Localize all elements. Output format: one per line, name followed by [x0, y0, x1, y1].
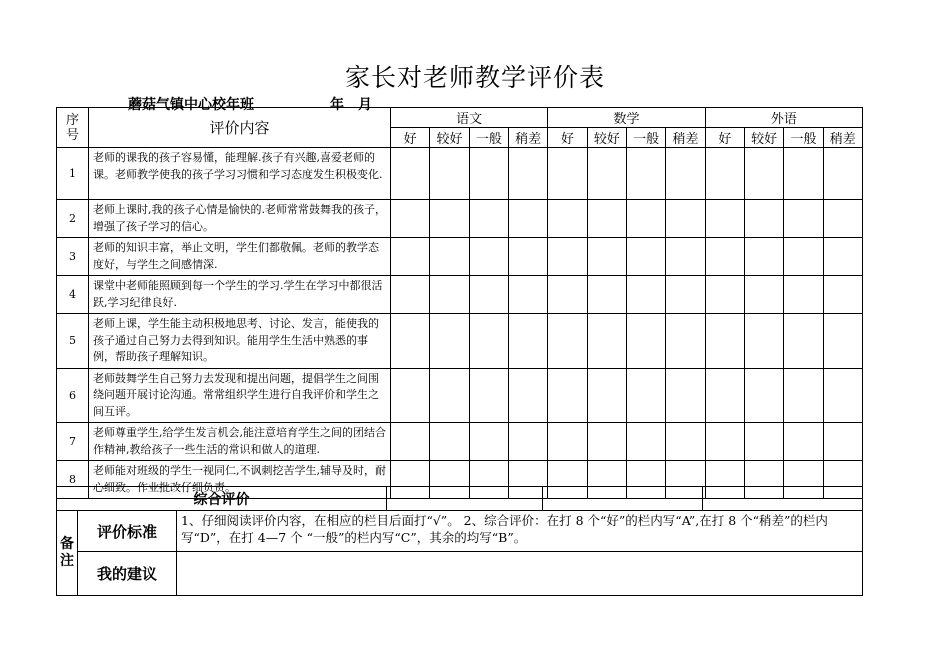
rating-cell-chinese[interactable]: [430, 238, 469, 276]
grade-header-english-0: 好: [705, 128, 744, 148]
row-number: 1: [57, 148, 89, 200]
rating-cell-chinese[interactable]: [469, 148, 508, 200]
rating-cell-english[interactable]: [744, 423, 783, 461]
rating-cell-math[interactable]: [587, 276, 626, 314]
standard-label: 评价标准: [78, 511, 177, 552]
rating-cell-english[interactable]: [823, 368, 862, 423]
criterion-text: 老师鼓舞学生自己努力去发现和提出问题，提倡学生之间围绕问题开展讨论沟通。常常组织学生进行自我评价和学生之间互评。: [89, 368, 391, 423]
row-number: 5: [57, 314, 89, 369]
rating-cell-chinese[interactable]: [391, 200, 430, 238]
grade-header-chinese-2: 一般: [469, 128, 508, 148]
rating-cell-math[interactable]: [666, 423, 705, 461]
rating-cell-english[interactable]: [744, 368, 783, 423]
rating-cell-chinese[interactable]: [430, 276, 469, 314]
rating-cell-math[interactable]: [626, 314, 665, 369]
rating-cell-chinese[interactable]: [508, 148, 547, 200]
rating-cell-math[interactable]: [666, 314, 705, 369]
criterion-text: 老师的课我的孩子容易懂，能理解.孩子有兴趣,喜爱老师的课。老师教学使我的孩子学习习惯和学习态度发生积极变化.: [89, 148, 391, 200]
rating-cell-english[interactable]: [705, 423, 744, 461]
rating-cell-math[interactable]: [626, 200, 665, 238]
rating-cell-english[interactable]: [784, 423, 823, 461]
rating-cell-chinese[interactable]: [469, 276, 508, 314]
criterion-text: 老师上课，学生能主动积极地思考、讨论、发言，能使我的孩子通过自己努力去得到知识。能用学生生活中熟悉的事例，帮助孩子理解知识。: [89, 314, 391, 369]
rating-cell-chinese[interactable]: [430, 200, 469, 238]
notes-table: [56, 486, 863, 596]
rating-cell-chinese[interactable]: [391, 368, 430, 423]
rating-cell-chinese[interactable]: [391, 148, 430, 200]
rating-cell-english[interactable]: [705, 276, 744, 314]
table-row: [57, 238, 863, 276]
rating-cell-chinese[interactable]: [469, 238, 508, 276]
rating-cell-chinese[interactable]: [391, 314, 430, 369]
rating-cell-math[interactable]: [548, 200, 587, 238]
rating-cell-math[interactable]: [587, 148, 626, 200]
content-header: 评价内容: [89, 108, 391, 148]
grade-header-math-1: 较好: [587, 128, 626, 148]
table-row: [57, 148, 863, 200]
grade-header-math-0: 好: [548, 128, 587, 148]
rating-cell-math[interactable]: [587, 423, 626, 461]
rating-cell-math[interactable]: [548, 276, 587, 314]
rating-cell-english[interactable]: [744, 238, 783, 276]
rating-cell-math[interactable]: [666, 276, 705, 314]
rating-cell-math[interactable]: [666, 368, 705, 423]
rating-cell-math[interactable]: [548, 314, 587, 369]
rating-cell-english[interactable]: [784, 276, 823, 314]
rating-cell-english[interactable]: [744, 148, 783, 200]
seq-header: 序号: [57, 108, 89, 148]
grade-header-chinese-1: 较好: [430, 128, 469, 148]
rating-cell-math[interactable]: [626, 238, 665, 276]
table-row: [57, 314, 863, 369]
rating-cell-english[interactable]: [784, 368, 823, 423]
rating-cell-english[interactable]: [705, 148, 744, 200]
rating-cell-english[interactable]: [823, 238, 862, 276]
rating-cell-math[interactable]: [548, 148, 587, 200]
rating-cell-chinese[interactable]: [430, 368, 469, 423]
rating-cell-math[interactable]: [587, 314, 626, 369]
row-number: 6: [57, 368, 89, 423]
rating-cell-math[interactable]: [626, 276, 665, 314]
rating-cell-english[interactable]: [744, 200, 783, 238]
criterion-text: 老师的知识丰富，举止文明，学生们都敬佩。老师的教学态度好，与学生之间感情深.: [89, 238, 391, 276]
rating-cell-chinese[interactable]: [508, 200, 547, 238]
rating-cell-chinese[interactable]: [508, 314, 547, 369]
rating-cell-math[interactable]: [587, 368, 626, 423]
grade-header-english-2: 一般: [784, 128, 823, 148]
grade-header-english-3: 稍差: [823, 128, 862, 148]
table-row: [57, 368, 863, 423]
rating-cell-math[interactable]: [626, 148, 665, 200]
criterion-text: 老师上课时,我的孩子心情是愉快的.老师常常鼓舞我的孩子，增强了孩子学习的信心。: [89, 200, 391, 238]
rating-cell-english[interactable]: [784, 314, 823, 369]
year-label: 年: [330, 97, 344, 113]
table-row: [57, 200, 863, 238]
rating-cell-english[interactable]: [705, 368, 744, 423]
rating-cell-english[interactable]: [823, 200, 862, 238]
subject-chinese-header: 语文: [391, 108, 548, 128]
grade-header-math-2: 一般: [626, 128, 665, 148]
grade-header-chinese-3: 稍差: [508, 128, 547, 148]
rating-cell-english[interactable]: [784, 200, 823, 238]
suggestion-input[interactable]: [177, 552, 863, 596]
table-row: [57, 423, 863, 461]
criterion-text: 课堂中老师能照顾到每一个学生的学习.学生在学习中都很活跃,学习纪律良好.: [89, 276, 391, 314]
row-number: 4: [57, 276, 89, 314]
rating-cell-english[interactable]: [823, 314, 862, 369]
rating-cell-math[interactable]: [666, 148, 705, 200]
rating-cell-chinese[interactable]: [391, 276, 430, 314]
school-class-label: 蘑菇气镇中心校年班: [128, 97, 254, 113]
rating-cell-chinese[interactable]: [430, 148, 469, 200]
suggestion-label: 我的建议: [78, 552, 177, 596]
page-title: 家长对老师教学评价表: [344, 63, 605, 92]
rating-cell-math[interactable]: [548, 423, 587, 461]
standard-text: 1、仔细阅读评价内容，在相应的栏目后面打“√”。 2、综合评价：在打 8 个“好”的栏内写“A”,在打 8 个“稍差”的栏内写“D”，在打 4—7 个 “一般”的栏内写“C”，其余的均写“B”。: [177, 511, 863, 552]
rating-cell-chinese[interactable]: [430, 314, 469, 369]
rating-cell-chinese[interactable]: [508, 276, 547, 314]
row-number: 3: [57, 238, 89, 276]
remarks-label: 备注: [57, 511, 78, 596]
rating-cell-math[interactable]: [626, 423, 665, 461]
rating-cell-english[interactable]: [784, 238, 823, 276]
grade-header-math-3: 稍差: [666, 128, 705, 148]
rating-cell-chinese[interactable]: [391, 238, 430, 276]
rating-cell-english[interactable]: [744, 314, 783, 369]
rating-cell-english[interactable]: [823, 276, 862, 314]
table-row: [57, 276, 863, 314]
grade-header-chinese-0: 好: [391, 128, 430, 148]
rating-cell-math[interactable]: [548, 238, 587, 276]
rating-cell-english[interactable]: [705, 200, 744, 238]
row-number: 2: [57, 200, 89, 238]
evaluation-table: [56, 107, 863, 499]
overall-math-cell[interactable]: [543, 487, 703, 511]
rating-cell-chinese[interactable]: [508, 423, 547, 461]
rating-cell-math[interactable]: [548, 368, 587, 423]
row-number: 7: [57, 423, 89, 461]
rating-cell-english[interactable]: [705, 314, 744, 369]
rating-cell-math[interactable]: [587, 238, 626, 276]
rating-cell-chinese[interactable]: [469, 368, 508, 423]
rating-cell-math[interactable]: [666, 238, 705, 276]
rating-cell-chinese[interactable]: [508, 368, 547, 423]
rating-cell-chinese[interactable]: [391, 423, 430, 461]
month-label: 月: [358, 97, 372, 113]
rating-cell-english[interactable]: [823, 423, 862, 461]
overall-english-cell[interactable]: [703, 487, 863, 511]
subject-english-header: 外语: [705, 108, 862, 128]
rating-cell-math[interactable]: [626, 368, 665, 423]
overall-chinese-cell[interactable]: [387, 487, 543, 511]
rating-cell-math[interactable]: [587, 200, 626, 238]
rating-cell-english[interactable]: [744, 276, 783, 314]
subject-math-header: 数学: [548, 108, 705, 128]
rating-cell-chinese[interactable]: [469, 314, 508, 369]
rating-cell-chinese[interactable]: [469, 423, 508, 461]
criterion-text: 老师尊重学生,给学生发言机会,能注意培育学生之间的团结合作精神,教给孩子一些生活的常识和做人的道理.: [89, 423, 391, 461]
criterion-text: 老师能对班级的学生一视同仁,不讽刺挖苦学生,辅导及时，耐心细致。作业批改仔细负责。: [89, 461, 391, 499]
rating-cell-chinese[interactable]: [469, 200, 508, 238]
rating-cell-english[interactable]: [705, 238, 744, 276]
rating-cell-chinese[interactable]: [430, 423, 469, 461]
grade-header-english-1: 较好: [744, 128, 783, 148]
row-number: 8: [57, 461, 89, 499]
rating-cell-english[interactable]: [784, 148, 823, 200]
rating-cell-chinese[interactable]: [508, 238, 547, 276]
overall-evaluation-label: 综合评价: [57, 487, 387, 511]
rating-cell-math[interactable]: [666, 200, 705, 238]
rating-cell-english[interactable]: [823, 148, 862, 200]
